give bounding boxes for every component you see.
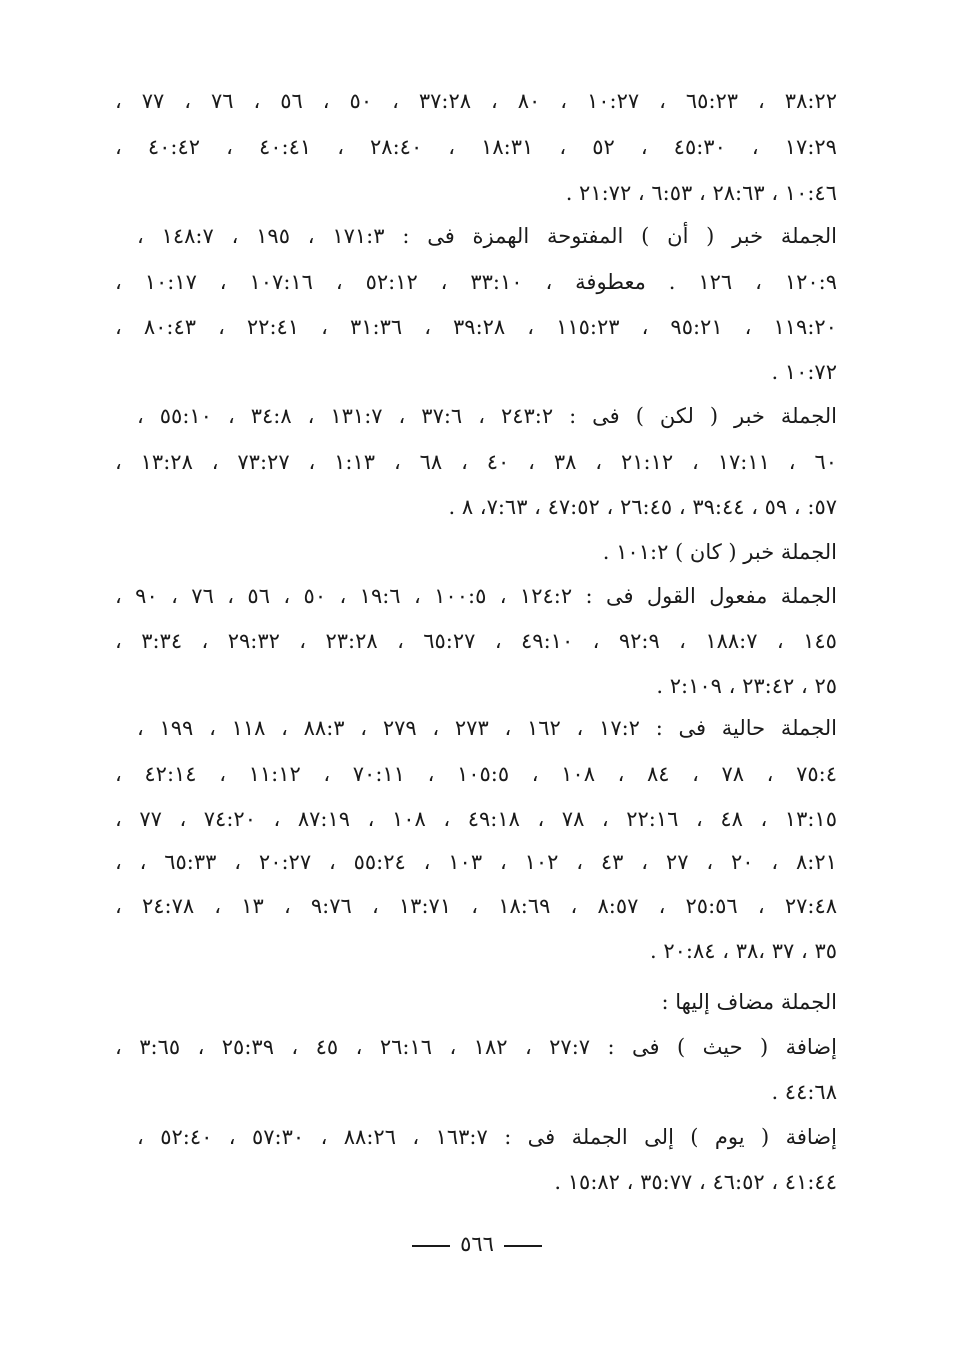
index-line: ١٣:١٥ ، ٤٨ ، ٢٢:١٦ ، ٧٨ ، ٤٩:١٨ ، ١٠٨ ، ٨٧:١٩ ، ٧٤:٢٠ ، ٧٧ ، — [115, 807, 837, 831]
dash-right — [504, 1245, 542, 1247]
index-line: ٨:٢١ ، ٢٠ ، ٢٧ ، ٤٣ ، ١٠٢ ، ١٠٣ ، ٥٥:٢٤ ، ٢٠:٢٧ ، ٦٥:٣٣ ، ، — [115, 850, 837, 874]
index-line: ١٧:٢٩ ، ٤٥:٣٠ ، ٥٢ ، ١٨:٣١ ، ٢٨:٤٠ ، ٤٠:٤١ ، ٤٠:٤٢ ، — [115, 135, 837, 159]
index-line: ١١٩:٢٠ ، ٩٥:٢١ ، ١١٥:٢٣ ، ٣٩:٢٨ ، ٣١:٣٦ ، ٢٢:٤١ ، ٨٠:٤٣ ، — [115, 315, 837, 339]
index-line: ٥٧: ، ٥٩ ، ٣٩:٤٤ ، ٢٦:٤٥ ، ٤٧:٥٢ ، ٧:٦٣، ٨ . — [448, 495, 837, 519]
index-line: ٤١:٤٤ ، ٤٦:٥٢ ، ٣٥:٧٧ ، ١٥:٨٢ . — [554, 1170, 837, 1194]
index-line: ١٢٠:٩ ، ١٢٦ . معطوفة ، ٣٣:١٠ ، ٥٢:١٢ ، ١٠٧:١٦ ، ١٠:١٧ ، — [115, 270, 837, 294]
section-heading-line: الجملة خبر ( لكن ) فى : ٢٤٣:٢ ، ٣٧:٦ ، ١٣١:٧ ، ٣٤:٨ ، ٥٥:١٠ ، — [137, 404, 837, 428]
section-heading-line: الجملة حالية فى : ١٧:٢ ، ١٦٢ ، ٢٧٣ ، ٢٧٩ ، ٨٨:٣ ، ١١٨ ، ١٩٩ ، — [137, 716, 837, 740]
index-line: ٢٥ ، ٢٣:٤٢ ، ٢:١٠٩ . — [656, 674, 837, 698]
index-line: ٣٨:٢٢ ، ٦٥:٢٣ ، ١٠:٢٧ ، ٨٠ ، ٣٧:٢٨ ، ٥٠ ، ٥٦ ، ٧٦ ، ٧٧ ، — [115, 89, 837, 113]
index-line: ٣٥ ، ٣٧ ،٣٨ ، ٢٠:٨٤ . — [650, 939, 837, 963]
section-heading-line: الجملة خبر ( أن ) المفتوحة الهمزة فى : ١٧١:٣ ، ١٩٥ ، ١٤٨:٧ ، — [137, 224, 837, 248]
index-line: إضافة ( يوم ) إلى الجملة فى : ١٦٣:٧ ، ٨٨:٢٦ ، ٥٧:٣٠ ، ٥٢:٤٠ ، — [137, 1125, 837, 1149]
page-number — [0, 1232, 954, 1256]
dash-left — [412, 1245, 450, 1247]
index-line: ١٤٥ ، ١٨٨:٧ ، ٩٢:٩ ، ٤٩:١٠ ، ٦٥:٢٧ ، ٢٣:٢٨ ، ٢٩:٣٢ ، ٣:٣٤ ، — [115, 629, 837, 653]
page-number-text: ٥٦٦ — [460, 1232, 494, 1256]
index-line: ٦٠ ، ١٧:١١ ، ٢١:١٢ ، ٣٨ ، ٤٠ ، ٦٨ ، ١:١٣ ، ٧٣:٢٧ ، ١٣:٢٨ ، — [115, 450, 837, 474]
index-line: ٧٥:٤ ، ٧٨ ، ٨٤ ، ١٠٨ ، ١٠٥:٥ ، ٧٠:١١ ، ١١:١٢ ، ٤٢:١٤ ، — [115, 762, 837, 786]
section-heading-line: الجملة مفعول القول فى : ١٢٤:٢ ، ١٠٠:٥ ، ١٩:٦ ، ٥٠ ، ٥٦ ، ٧٦ ، ٩٠ ، — [115, 584, 837, 608]
section-heading-line: الجملة مضاف إليها : — [661, 990, 837, 1014]
index-line: ١٠:٧٢ . — [771, 360, 837, 384]
index-line: إضافة ( حيث ) فى : ٢٧:٧ ، ١٨٢ ، ٢٦:١٦ ، ٤٥ ، ٢٥:٣٩ ، ٣:٦٥ ، — [115, 1035, 837, 1059]
index-line: ٤٤:٦٨ . — [771, 1080, 837, 1104]
index-line: ١٠:٤٦ ، ٢٨:٦٣ ، ٦:٥٣ ، ٢١:٧٢ . — [565, 181, 837, 205]
index-line: ٢٧:٤٨ ، ٢٥:٥٦ ، ٨:٥٧ ، ١٨:٦٩ ، ١٣:٧١ ، ٩:٧٦ ، ١٣ ، ٢٤:٧٨ ، — [115, 894, 837, 918]
section-heading-line: الجملة خبر ( كان ) ١٠١:٢ . — [602, 540, 837, 564]
